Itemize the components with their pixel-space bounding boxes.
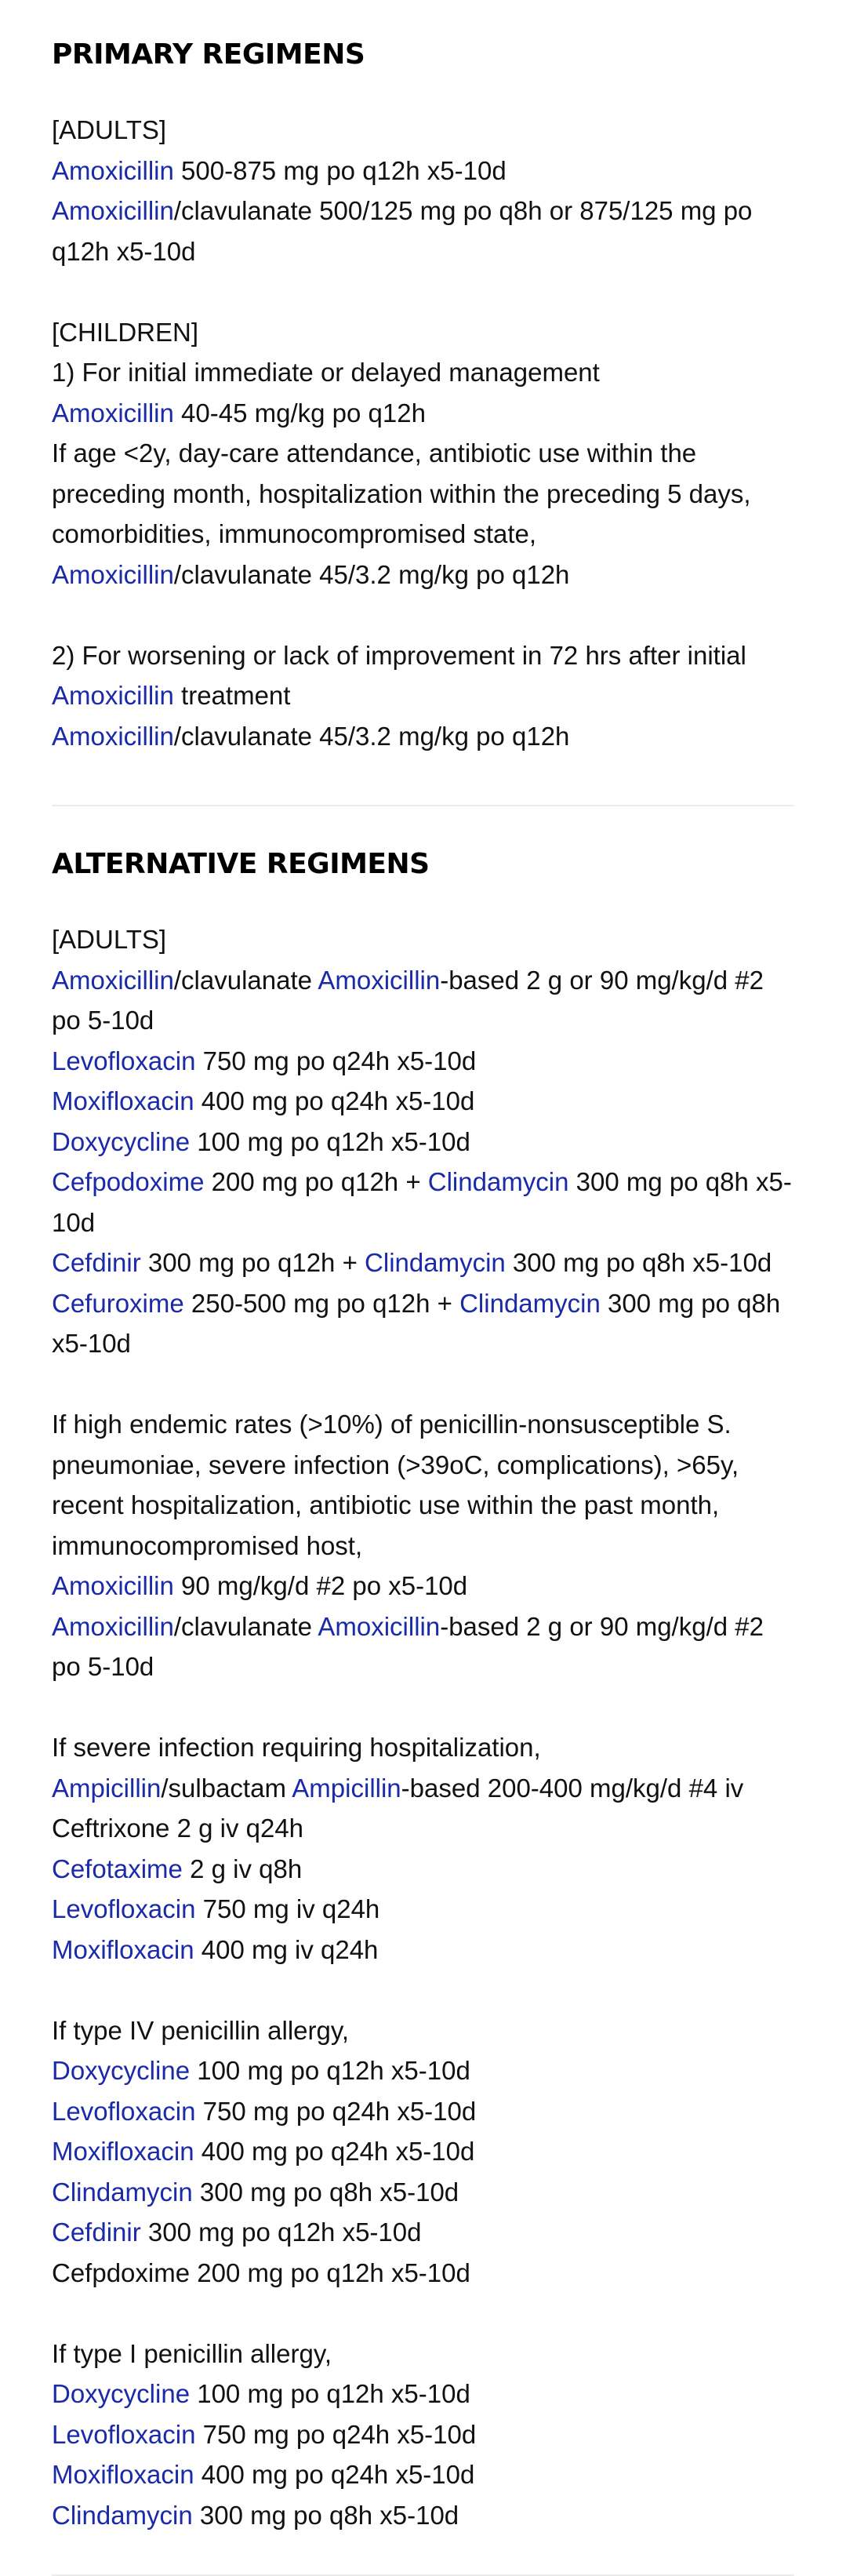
drug-link[interactable]: Levofloxacin	[52, 1894, 196, 1923]
primary-regimens-section	[52, 31, 794, 806]
regimen-text: /clavulanate	[173, 965, 318, 995]
regimen-text: 300 mg po q8h x5-10d	[192, 2500, 459, 2530]
regimen-text: If age <2y, day-care attendance, antibiotic use within the preceding month, hospitalization within the preceding 5 days, comorbidities, immunocompromised state,	[52, 438, 751, 548]
regimen-line	[52, 1606, 794, 1687]
regimen-text: 300 mg po q12h +	[140, 1248, 365, 1277]
regimen-line	[52, 1283, 794, 1364]
regimen-text: /clavulanate 45/3.2 mg/kg po q12h	[173, 721, 570, 751]
drug-link[interactable]: Levofloxacin	[52, 1046, 196, 1075]
drug-link[interactable]: Amoxicillin	[52, 398, 174, 428]
regimen-text: 400 mg po q24h x5-10d	[194, 1086, 475, 1115]
drug-link[interactable]: Amoxicillin	[52, 559, 174, 589]
section-title: PRIMARY REGIMENS	[52, 38, 365, 71]
regimen-text: 500-875 mg po q12h x5-10d	[173, 155, 507, 185]
regimen-line	[52, 2414, 794, 2455]
drug-link[interactable]: Amoxicillin	[52, 965, 174, 995]
regimen-line	[52, 1727, 794, 1768]
regimen-text: 300 mg po q8h x5-10d	[52, 1288, 781, 1358]
regimen-line	[52, 110, 794, 151]
regimen-text: 400 mg po q24h x5-10d	[194, 2460, 475, 2489]
spacer	[52, 1364, 794, 1405]
regimen-text: 2 g iv q8h	[182, 1854, 303, 1883]
regimen-text: /clavulanate 500/125 mg po q8h or 875/125 mg po q12h x5-10d	[52, 196, 753, 266]
regimen-line	[52, 151, 794, 191]
regimen-line	[52, 2454, 794, 2495]
regimen-text: If type IV penicillin allergy,	[52, 2015, 350, 2045]
regimen-line	[52, 1122, 794, 1162]
drug-link[interactable]: Doxycycline	[52, 2379, 191, 2408]
drug-link[interactable]: Clindamycin	[52, 2500, 193, 2530]
drug-link[interactable]: Amoxicillin	[52, 1571, 174, 1600]
regimen-text: 100 mg po q12h x5-10d	[190, 2056, 470, 2085]
regimen-line	[52, 2374, 794, 2414]
regimen-text: 90 mg/kg/d #2 po x5-10d	[173, 1571, 468, 1600]
regimen-text: [ADULTS]	[52, 115, 167, 144]
regimen-text: If severe infection requiring hospitalization,	[52, 1733, 541, 1762]
alternative-regimens-section	[52, 841, 794, 2576]
regimen-text: 750 mg po q24h x5-10d	[195, 2419, 477, 2449]
drug-link[interactable]: Doxycycline	[52, 2056, 191, 2085]
regimen-line	[52, 716, 794, 757]
regimen-text: /clavulanate	[173, 1611, 318, 1641]
regimen-line	[52, 2172, 794, 2213]
drug-link[interactable]: Cefuroxime	[52, 1288, 184, 1318]
regimen-line	[52, 960, 794, 1041]
regimen-text: -based 2 g or 90 mg/kg/d #2 po 5-10d	[52, 965, 764, 1035]
regimen-text: -based 200-400 mg/kg/d #4 iv	[401, 1773, 744, 1803]
drug-link[interactable]: Cefpodoxime	[52, 1167, 205, 1196]
spacer	[52, 595, 794, 635]
regimen-text: Cefpdoxime 200 mg po q12h x5-10d	[52, 2258, 470, 2287]
regimen-text: 400 mg po q24h x5-10d	[194, 2137, 475, 2166]
drug-link[interactable]: Amoxicillin	[52, 721, 174, 751]
regimen-text: 100 mg po q12h x5-10d	[190, 2379, 470, 2408]
drug-link[interactable]: Amoxicillin	[52, 1611, 174, 1641]
regimen-line	[52, 2334, 794, 2374]
section-divider	[52, 805, 794, 806]
regimen-text: 750 mg iv q24h	[195, 1894, 380, 1923]
regimen-text: [CHILDREN]	[52, 317, 199, 347]
drug-link[interactable]: Amoxicillin	[52, 681, 174, 710]
drug-link[interactable]: Cefdinir	[52, 1248, 141, 1277]
drug-link[interactable]: Cefotaxime	[52, 1854, 183, 1883]
drug-link[interactable]: Clindamycin	[459, 1288, 601, 1318]
regimen-line	[52, 2010, 794, 2051]
regimen-line	[52, 1849, 794, 1890]
regimen-line	[52, 312, 794, 353]
regimen-text: 1) For initial immediate or delayed management	[52, 358, 600, 387]
regimen-line	[52, 1930, 794, 1970]
regimen-text: 300 mg po q8h x5-10d	[505, 1248, 772, 1277]
regimen-line	[52, 2495, 794, 2536]
spacer	[52, 1687, 794, 1728]
drug-link[interactable]: Ampicillin	[292, 1773, 401, 1803]
regimen-text: 100 mg po q12h x5-10d	[190, 1126, 470, 1156]
regimen-line	[52, 433, 794, 555]
drug-link[interactable]: Moxifloxacin	[52, 2460, 194, 2489]
drug-link[interactable]: Amoxicillin	[52, 196, 174, 225]
regimen-text: /clavulanate 45/3.2 mg/kg po q12h	[173, 559, 570, 589]
drug-link[interactable]: Clindamycin	[365, 1248, 506, 1277]
drug-link[interactable]: Doxycycline	[52, 1126, 191, 1156]
regimen-text: 200 mg po q12h +	[204, 1167, 428, 1196]
regimen-line	[52, 2131, 794, 2172]
regimen-text: If type I penicillin allergy,	[52, 2338, 332, 2368]
regimen-line	[52, 1041, 794, 1082]
section-title: ALTERNATIVE REGIMENS	[52, 848, 430, 880]
drug-link[interactable]: Cefdinir	[52, 2218, 141, 2247]
regimen-line	[52, 1808, 794, 1849]
regimen-text: 2) For worsening or lack of improvement in 72 hrs after initial	[52, 640, 746, 670]
regimen-text: 300 mg po q12h x5-10d	[140, 2218, 422, 2247]
drug-link[interactable]: Clindamycin	[52, 2177, 193, 2207]
regimen-line	[52, 2050, 794, 2091]
regimen-line	[52, 1889, 794, 1930]
regimen-text: 400 mg iv q24h	[194, 1934, 379, 1964]
regimen-text: 300 mg po q8h x5-10d	[192, 2177, 459, 2207]
spacer	[52, 271, 794, 312]
drug-link[interactable]: Amoxicillin	[318, 965, 441, 995]
drug-link[interactable]: Levofloxacin	[52, 2419, 196, 2449]
regimen-line	[52, 191, 794, 271]
regimen-line	[52, 352, 794, 393]
regimen-text: [ADULTS]	[52, 925, 167, 954]
regimen-line	[52, 1404, 794, 1566]
drug-link[interactable]: Levofloxacin	[52, 2096, 196, 2126]
regimen-text: 300 mg po q8h x5-10d	[52, 1167, 792, 1237]
regimen-text: Ceftrixone 2 g iv q24h	[52, 1814, 304, 1843]
regimen-text: treatment	[173, 681, 291, 710]
regimen-text: /sulbactam	[161, 1773, 292, 1803]
regimen-sections	[52, 31, 794, 2576]
regimen-line	[52, 2212, 794, 2253]
regimen-line	[52, 1566, 794, 1606]
regimen-line	[52, 1768, 794, 1809]
drug-link[interactable]: Clindamycin	[427, 1167, 569, 1196]
regimen-line	[52, 393, 794, 434]
regimen-text: 250-500 mg po q12h +	[183, 1288, 460, 1318]
regimen-line	[52, 2091, 794, 2132]
drug-link[interactable]: Ampicillin	[52, 1773, 162, 1803]
spacer	[52, 2293, 794, 2334]
regimen-line	[52, 1162, 794, 1243]
regimen-text: 40-45 mg/kg po q12h	[173, 398, 426, 428]
regimen-line	[52, 1081, 794, 1122]
regimen-line	[52, 919, 794, 960]
regimen-line	[52, 555, 794, 595]
drug-link[interactable]: Moxifloxacin	[52, 1934, 194, 1964]
drug-link[interactable]: Amoxicillin	[52, 155, 174, 185]
regimen-line	[52, 2253, 794, 2294]
regimen-text: 750 mg po q24h x5-10d	[195, 1046, 477, 1075]
drug-link[interactable]: Amoxicillin	[318, 1611, 441, 1641]
regimen-text: -based 2 g or 90 mg/kg/d #2 po 5-10d	[52, 1611, 764, 1681]
drug-link[interactable]: Moxifloxacin	[52, 1086, 194, 1115]
regimen-text: If high endemic rates (>10%) of penicillin-nonsusceptible S. pneumoniae, severe infection (>39oC, complications), >65y, recent hospitalization, antibiotic use within the past month, immunocompromised host,	[52, 1410, 739, 1560]
drug-link[interactable]: Moxifloxacin	[52, 2137, 194, 2166]
regimen-line	[52, 1243, 794, 1283]
regimen-text: 750 mg po q24h x5-10d	[195, 2096, 477, 2126]
regimen-line	[52, 635, 794, 716]
spacer	[52, 1970, 794, 2010]
